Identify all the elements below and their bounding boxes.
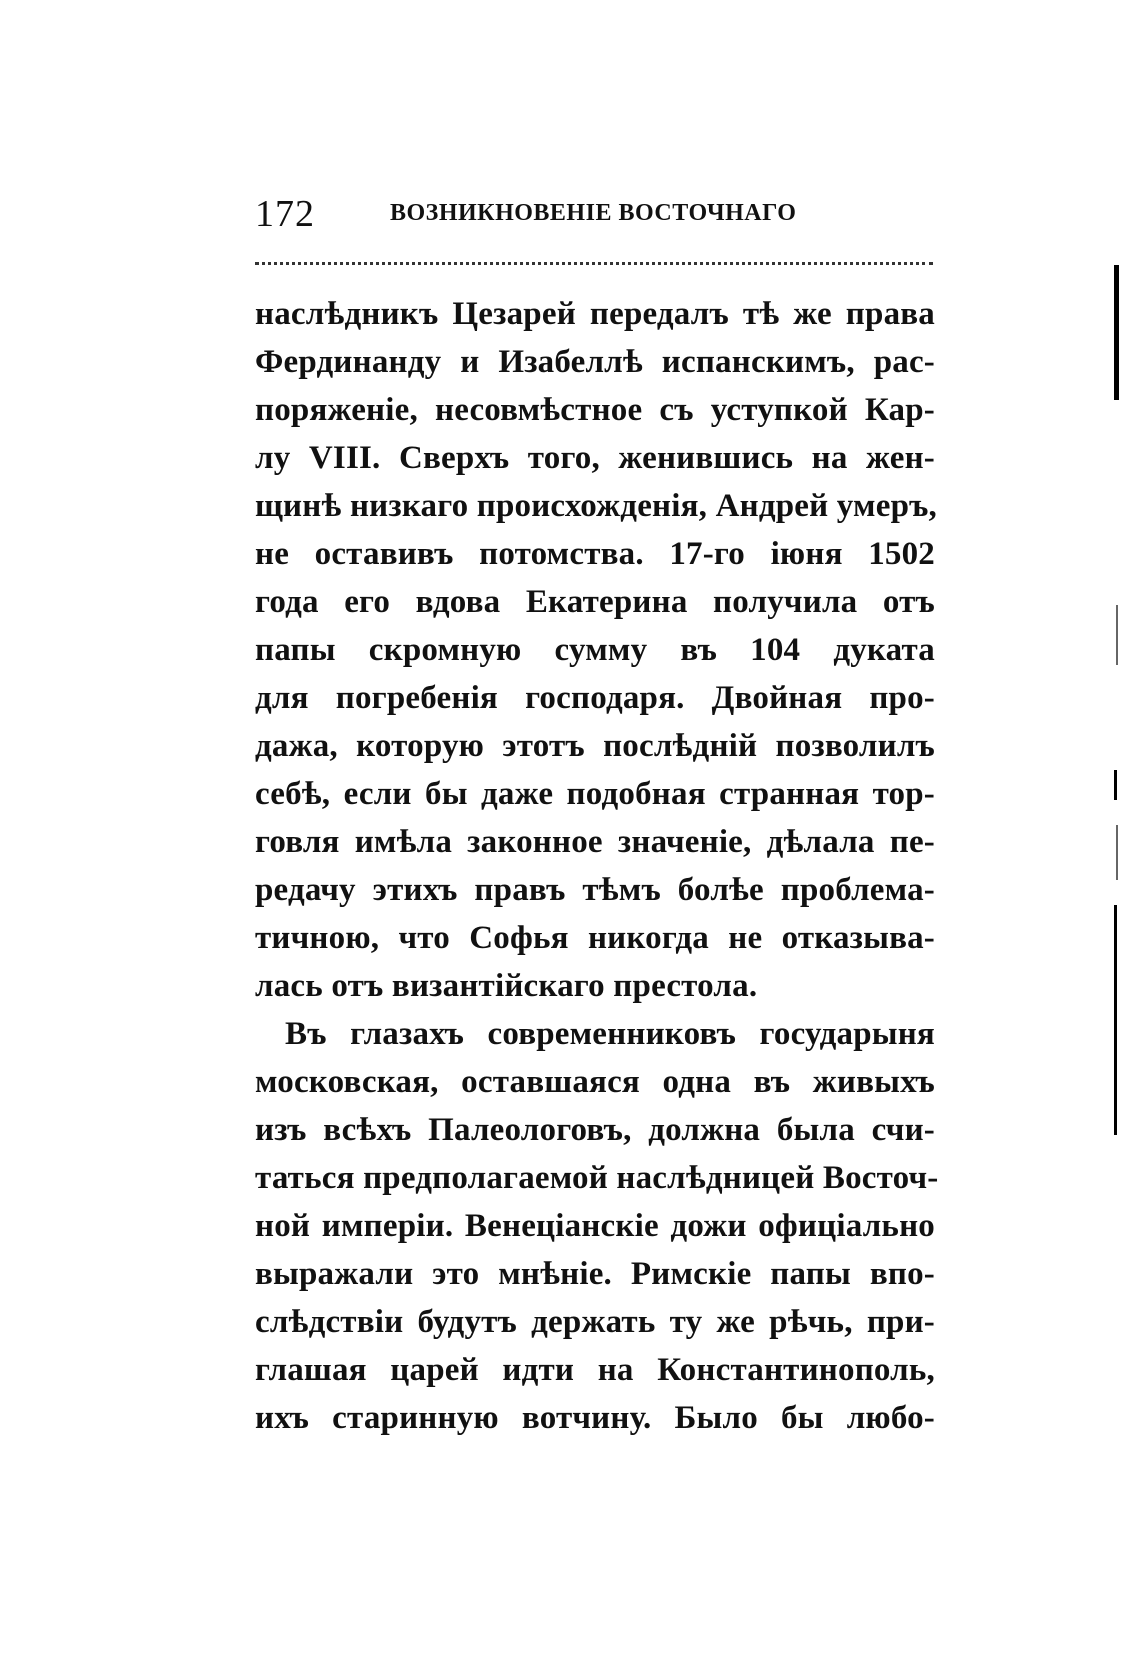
text-line: щинѣ низкаго происхожденія, Андрей умеръ,: [255, 488, 938, 524]
text-line: лась отъ византійскаго престола.: [255, 968, 758, 1004]
scan-edge-mark: [1114, 265, 1119, 400]
text-line: для погребенія господаря. Двойная про-: [255, 680, 935, 716]
text-line: редачу этихъ правъ тѣмъ болѣе проблема-: [255, 872, 935, 908]
text-line: лу VIII. Сверхъ того, женившись на жен-: [255, 440, 935, 476]
paragraph-1: [255, 290, 938, 1010]
text-line: Въ глазахъ современниковъ государыня: [285, 1016, 935, 1052]
scan-edge-mark: [1114, 905, 1117, 1135]
text-line: таться предполагаемой наслѣдницей Восточ-: [255, 1160, 939, 1196]
page-number: 172: [255, 193, 315, 235]
text-line: ной имперіи. Венеціанскіе дожи офиціально: [255, 1208, 935, 1244]
text-line: глашая царей идти на Константинополь,: [255, 1352, 935, 1388]
text-line: слѣдствіи будутъ держать ту же рѣчь, при-: [255, 1304, 935, 1340]
text-line: изъ всѣхъ Палеологовъ, должна была счи-: [255, 1112, 935, 1148]
running-title: ВОЗНИКНОВЕНІЕ ВОСТОЧНАГО: [390, 200, 797, 226]
text-line: себѣ, если бы даже подобная странная тор-: [255, 776, 935, 812]
scan-edge-mark: [1116, 825, 1118, 880]
text-line: наслѣдникъ Цезарей передалъ тѣ же права: [255, 296, 935, 332]
page-header: [255, 192, 935, 242]
paragraph-2: [255, 1010, 939, 1442]
scan-edge-mark: [1116, 605, 1118, 665]
text-line: говля имѣла законное значеніе, дѣлала пе-: [255, 824, 935, 860]
text-line: тичною, что Софья никогда не отказыва-: [255, 920, 935, 956]
text-line: дажа, которую этотъ послѣдній позволилъ: [255, 728, 935, 764]
text-line: не оставивъ потомства. 17-го іюня 1502: [255, 536, 935, 572]
header-rule: [255, 262, 933, 265]
text-line: выражали это мнѣніе. Римскіе папы впо-: [255, 1256, 935, 1292]
scan-edge-mark: [1114, 770, 1117, 800]
text-line: ихъ старинную вотчину. Было бы любо-: [255, 1400, 935, 1436]
text-line: года его вдова Екатерина получила отъ: [255, 584, 935, 620]
text-line: папы скромную сумму въ 104 дуката: [255, 632, 935, 668]
text-line: московская, оставшаяся одна въ живыхъ: [255, 1064, 935, 1100]
body-text: [255, 290, 939, 1442]
text-line: поряженіе, несовмѣстное съ уступкой Кар-: [255, 392, 935, 428]
text-line: Фердинанду и Изабеллѣ испанскимъ, рас-: [255, 344, 935, 380]
